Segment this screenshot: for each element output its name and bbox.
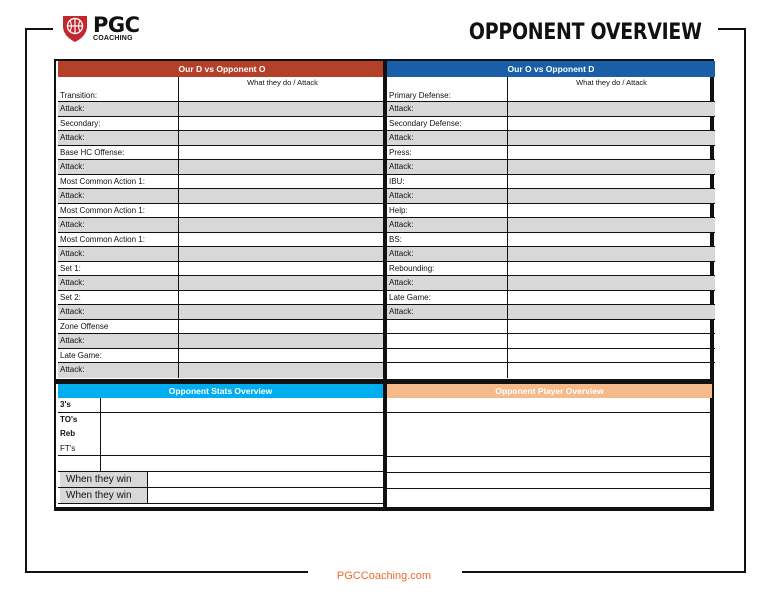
row-label: Attack:	[389, 133, 414, 142]
frame-top-right	[718, 28, 746, 30]
answer-field[interactable]	[179, 146, 386, 160]
row-label: Attack:	[60, 162, 85, 171]
stat-row	[58, 427, 383, 442]
stat-label: Reb	[60, 429, 76, 438]
when-row	[58, 488, 383, 504]
row-label: Attack:	[389, 307, 414, 316]
frame-right	[744, 28, 746, 573]
left-section-header: Our D vs Opponent O	[58, 61, 386, 77]
form-row	[387, 363, 715, 378]
form-row	[58, 334, 386, 349]
answer-field[interactable]	[179, 305, 386, 319]
row-label: Attack:	[60, 278, 85, 287]
form-row	[58, 305, 386, 320]
left-rows	[58, 89, 386, 378]
row-label: IBU:	[389, 176, 405, 186]
stat-row	[58, 413, 383, 428]
stat-row	[58, 398, 383, 413]
answer-field[interactable]	[179, 349, 386, 363]
player-row	[387, 398, 712, 413]
page-title: OPPONENT OVERVIEW	[469, 20, 702, 45]
answer-field[interactable]	[179, 218, 386, 232]
answer-field[interactable]	[179, 102, 386, 116]
row-label: Attack:	[60, 133, 85, 142]
stat-divider	[100, 456, 101, 471]
row-label: Rebounding:	[389, 263, 435, 273]
answer-field[interactable]	[508, 334, 715, 348]
form-row	[387, 334, 715, 349]
row-label: Attack:	[60, 307, 85, 316]
form-row	[58, 276, 386, 291]
left-subheader-label: What they do / Attack	[247, 78, 318, 87]
answer-field[interactable]	[508, 233, 715, 247]
answer-field[interactable]	[179, 117, 386, 131]
row-label: Attack:	[60, 220, 85, 229]
answer-field[interactable]	[179, 175, 386, 189]
stat-divider	[100, 427, 101, 442]
row-label: Attack:	[60, 104, 85, 113]
stat-divider	[100, 413, 101, 428]
left-column	[58, 61, 386, 378]
right-subheader-label: What they do / Attack	[576, 78, 647, 87]
overview-sheet	[54, 59, 714, 511]
answer-field[interactable]	[179, 276, 386, 290]
stat-label: 3's	[60, 400, 71, 409]
stat-divider	[100, 442, 101, 456]
stat-label: FT's	[60, 443, 76, 453]
form-row	[58, 291, 386, 306]
answer-field[interactable]	[508, 102, 715, 116]
answer-field[interactable]	[508, 349, 715, 363]
answer-field[interactable]	[508, 204, 715, 218]
form-row	[387, 146, 715, 161]
when-row	[58, 472, 383, 488]
right-rows	[387, 89, 715, 378]
stat-divider	[100, 398, 101, 412]
answer-field[interactable]	[179, 320, 386, 334]
row-label: Late Game:	[389, 292, 431, 302]
row-label: Press:	[389, 147, 412, 157]
row-label: Attack:	[60, 365, 85, 374]
form-row	[387, 262, 715, 277]
row-label: Attack:	[389, 104, 414, 113]
row-label: Zone Offense	[60, 321, 109, 331]
answer-field[interactable]	[508, 262, 715, 276]
row-label: BS:	[389, 234, 402, 244]
form-row	[58, 131, 386, 146]
row-label: Secondary:	[60, 118, 101, 128]
form-row	[58, 204, 386, 219]
form-row	[58, 146, 386, 161]
form-row	[387, 131, 715, 146]
left-subheader	[58, 77, 386, 89]
answer-field[interactable]	[508, 89, 715, 101]
form-row	[387, 276, 715, 291]
basketball-shield-icon	[60, 13, 90, 43]
answer-field[interactable]	[508, 305, 715, 319]
answer-field[interactable]	[179, 204, 386, 218]
answer-field[interactable]	[508, 363, 715, 378]
answer-field[interactable]	[179, 363, 386, 378]
footer-url: PGCCoaching.com	[336, 570, 432, 582]
row-label: Attack:	[389, 220, 414, 229]
answer-field[interactable]	[179, 131, 386, 145]
row-label: Base HC Offense:	[60, 147, 125, 157]
form-row	[387, 233, 715, 248]
form-row	[58, 189, 386, 204]
form-row	[58, 349, 386, 364]
stats-header: Opponent Stats Overview	[58, 384, 383, 398]
form-row	[387, 291, 715, 306]
when-label: When they win	[60, 488, 148, 503]
form-row	[387, 102, 715, 117]
answer-field[interactable]	[508, 117, 715, 131]
form-row	[387, 204, 715, 219]
row-label: Transition:	[60, 91, 98, 100]
answer-field[interactable]	[508, 189, 715, 203]
frame-left	[25, 28, 27, 573]
brand-logo	[60, 13, 140, 43]
player-row	[387, 413, 712, 457]
answer-field[interactable]	[508, 320, 715, 334]
when-label: When they win	[60, 472, 148, 487]
form-row	[387, 247, 715, 262]
form-row	[58, 175, 386, 190]
form-row	[58, 233, 386, 248]
row-label: Most Common Action 1:	[60, 176, 145, 186]
form-row	[58, 262, 386, 277]
form-row	[387, 189, 715, 204]
row-label: Set 2:	[60, 292, 81, 302]
player-section	[387, 384, 712, 505]
form-row	[387, 160, 715, 175]
player-row	[387, 473, 712, 489]
row-label: Attack:	[60, 336, 85, 345]
answer-field[interactable]	[179, 334, 386, 348]
answer-field[interactable]	[508, 131, 715, 145]
player-header: Opponent Player Overview	[387, 384, 712, 398]
form-row	[58, 160, 386, 175]
row-label: Most Common Action 1:	[60, 234, 145, 244]
answer-field[interactable]	[508, 218, 715, 232]
stat-label: TO's	[60, 414, 78, 424]
player-row	[387, 489, 712, 505]
answer-field[interactable]	[508, 247, 715, 261]
answer-field[interactable]	[179, 233, 386, 247]
stat-row	[58, 442, 383, 457]
answer-field[interactable]	[508, 276, 715, 290]
form-row	[58, 117, 386, 132]
form-row	[58, 89, 386, 102]
right-column	[387, 61, 715, 378]
stat-row-blank	[58, 456, 383, 472]
form-row	[387, 89, 715, 102]
row-label: Secondary Defense:	[389, 118, 462, 128]
form-row	[387, 175, 715, 190]
form-row	[387, 218, 715, 233]
form-row	[387, 117, 715, 132]
brand-name: PGC	[93, 12, 140, 37]
row-label: Late Game:	[60, 350, 102, 360]
row-label: Attack:	[60, 249, 85, 258]
row-label: Most Common Action 1:	[60, 205, 145, 215]
row-label: Attack:	[60, 191, 85, 200]
answer-field[interactable]	[508, 175, 715, 189]
form-row	[58, 363, 386, 378]
form-row	[58, 218, 386, 233]
form-row	[58, 320, 386, 335]
stats-section	[58, 384, 383, 504]
form-row	[387, 305, 715, 320]
row-label: Set 1:	[60, 263, 81, 273]
frame-top-left	[25, 28, 53, 30]
answer-field[interactable]	[179, 160, 386, 174]
form-row	[387, 349, 715, 364]
right-section-header: Our O vs Opponent D	[387, 61, 715, 77]
answer-field[interactable]	[179, 291, 386, 305]
form-row	[387, 320, 715, 335]
answer-field[interactable]	[508, 146, 715, 160]
answer-field[interactable]	[179, 247, 386, 261]
answer-field[interactable]	[179, 89, 386, 101]
row-label: Primary Defense:	[389, 91, 451, 100]
form-row	[58, 247, 386, 262]
row-label: Attack:	[389, 191, 414, 200]
answer-field[interactable]	[508, 291, 715, 305]
brand-sub: COACHING	[93, 34, 133, 42]
row-label: Attack:	[389, 249, 414, 258]
right-subheader	[387, 77, 715, 89]
player-row	[387, 457, 712, 473]
row-label: Help:	[389, 205, 408, 215]
answer-field[interactable]	[179, 189, 386, 203]
row-label: Attack:	[389, 278, 414, 287]
answer-field[interactable]	[179, 262, 386, 276]
answer-field[interactable]	[508, 160, 715, 174]
row-label: Attack:	[389, 162, 414, 171]
form-row	[58, 102, 386, 117]
